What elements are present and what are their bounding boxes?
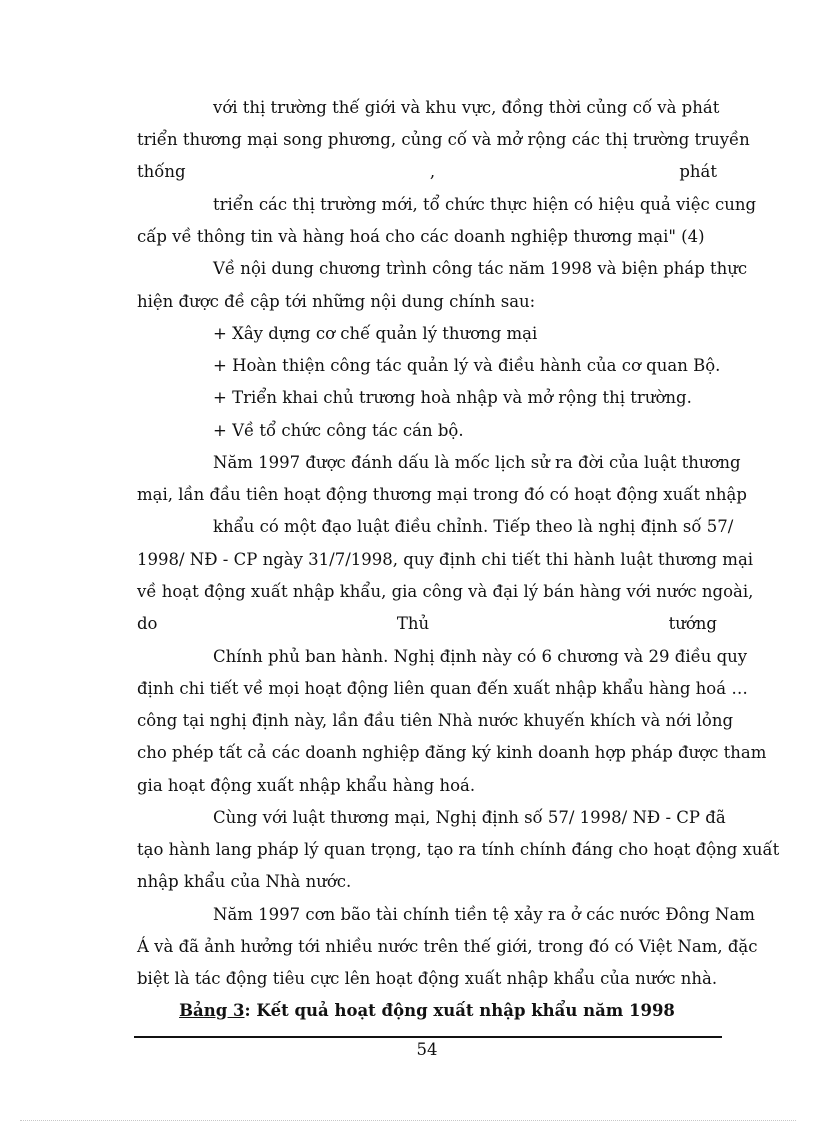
table-caption-text: : Kết quả hoạt động xuất nhập khẩu năm 1998 [244, 1001, 675, 1020]
text-line: mại, lần đầu tiên hoạt động thương mại trong đó có hoạt động xuất nhập [137, 485, 747, 504]
word: thống [137, 162, 186, 181]
bullet-item: + Triển khai chủ trương hoà nhập và mở rộng thị trường. [213, 388, 692, 407]
word: tướng [668, 614, 717, 633]
text-line: Á và đã ảnh hưởng tới nhiều nước trên thế giới, trong đó có Việt Nam, đặc [137, 937, 758, 956]
page-number: 54 [416, 1040, 438, 1059]
text-line: 1998/ NĐ - CP ngày 31/7/1998, quy định chi tiết thi hành luật thương mại [137, 550, 754, 569]
text-line: Về nội dung chương trình công tác năm 1998 và biện pháp thực [213, 259, 748, 278]
text-line-spread [137, 608, 717, 640]
table-caption-label: Bảng 3 [179, 1001, 245, 1020]
text-line: biệt là tác động tiêu cực lên hoạt động xuất nhập khẩu của nước nhà. [137, 969, 718, 988]
text-line: Năm 1997 cơn bão tài chính tiền tệ xảy ra ở các nước Đông Nam [213, 905, 755, 924]
page-edge-divider [20, 1120, 796, 1121]
text-line: cho phép tất cả các doanh nghiệp đăng ký kinh doanh hợp pháp được tham [137, 743, 767, 762]
word: , [429, 162, 436, 181]
text-line: triển thương mại song phương, củng cố và mở rộng các thị trường truyền [137, 130, 750, 149]
text-line: khẩu có một đạo luật điều chỉnh. Tiếp theo là nghị định số 57/ [213, 517, 734, 536]
text-line: định chi tiết về mọi hoạt động liên quan đến xuất nhập khẩu hàng hoá … [137, 679, 748, 698]
text-line: với thị trường thế giới và khu vực, đồng thời củng cố và phát [213, 98, 720, 117]
text-line: triển các thị trường mới, tổ chức thực hiện có hiệu quả việc cung [213, 195, 757, 214]
text-line: tạo hành lang pháp lý quan trọng, tạo ra tính chính đáng cho hoạt động xuất [137, 840, 780, 859]
word: do [137, 614, 158, 633]
text-line: Năm 1997 được đánh dấu là mốc lịch sử ra đời của luật thương [213, 453, 741, 472]
text-line: về hoạt động xuất nhập khẩu, gia công và đại lý bán hàng với nước ngoài, [137, 582, 754, 601]
table-caption [137, 995, 717, 1027]
bullet-item: + Về tổ chức công tác cán bộ. [213, 421, 464, 440]
word: Thủ [396, 614, 430, 633]
text-line: Cùng với luật thương mại, Nghị định số 57/ 1998/ NĐ - CP đã [213, 808, 726, 827]
text-line: hiện được đề cập tới những nội dung chính sau: [137, 292, 536, 311]
word: phát [679, 162, 717, 181]
text-line: gia hoạt động xuất nhập khẩu hàng hoá. [137, 776, 476, 795]
bullet-item: + Xây dựng cơ chế quản lý thương mại [213, 324, 538, 343]
text-line: Chính phủ ban hành. Nghị định này có 6 chương và 29 điều quy [213, 647, 748, 666]
text-line-spread [137, 156, 717, 188]
text-line: cấp về thông tin và hàng hoá cho các doanh nghiệp thương mại" (4) [137, 227, 705, 246]
text-line: nhập khẩu của Nhà nước. [137, 872, 352, 891]
bullet-item: + Hoàn thiện công tác quản lý và điều hành của cơ quan Bộ. [213, 356, 721, 375]
text-line: công tại nghị định này, lần đầu tiên Nhà nước khuyến khích và nới lỏng [137, 711, 734, 730]
